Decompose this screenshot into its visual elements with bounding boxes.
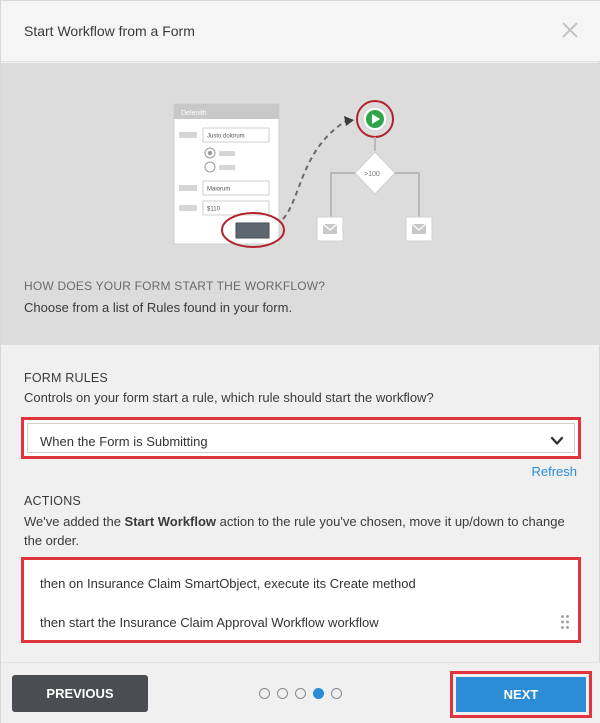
step-dot-4-current[interactable] <box>313 688 324 699</box>
chevron-down-icon <box>550 434 564 448</box>
drag-handle-icon[interactable] <box>560 614 570 630</box>
form-rule-selected-value: When the Form is Submitting <box>40 434 208 449</box>
actions-label: ACTIONS <box>24 494 81 508</box>
illustration-field-3: $110 <box>207 206 220 213</box>
step-indicator <box>259 688 342 700</box>
previous-button[interactable]: PREVIOUS <box>12 675 148 712</box>
form-rule-select[interactable] <box>27 423 575 453</box>
next-highlight <box>450 671 592 718</box>
dialog-footer <box>1 662 600 723</box>
form-rules-description: Controls on your form start a rule, which rule should start the workflow? <box>24 390 434 405</box>
illustration-field-1: Justo dolorum <box>207 133 245 140</box>
dialog-header <box>1 1 600 62</box>
form-workflow-illustration <box>161 89 461 259</box>
close-icon[interactable] <box>559 19 581 41</box>
workflow-illustration-panel <box>1 63 600 345</box>
intro-question: HOW DOES YOUR FORM START THE WORKFLOW? <box>24 279 326 293</box>
dialog-title: Start Workflow from a Form <box>24 23 195 39</box>
illustration-condition: >100 <box>364 171 380 178</box>
actions-description: We've added the Start Workflow action to the rule you've chosen, move it up/down to change the order. <box>24 514 565 548</box>
refresh-link[interactable]: Refresh <box>531 464 577 479</box>
step-dot-5[interactable] <box>331 688 342 699</box>
next-button[interactable]: NEXT <box>456 677 586 712</box>
step-dot-3[interactable] <box>295 688 306 699</box>
intro-description: Choose from a list of Rules found in your form. <box>24 300 293 315</box>
form-rules-label: FORM RULES <box>24 371 108 385</box>
form-rules-highlight <box>21 417 581 459</box>
illustration-field-2: Maiorum <box>207 186 231 193</box>
step-dot-1[interactable] <box>259 688 270 699</box>
actions-list <box>21 557 581 643</box>
action-item[interactable]: then start the Insurance Claim Approval Workflow workflow <box>40 615 379 630</box>
step-dot-2[interactable] <box>277 688 288 699</box>
illustration-form-title: Delenith <box>181 110 207 117</box>
action-item[interactable]: then on Insurance Claim SmartObject, execute its Create method <box>40 576 416 591</box>
